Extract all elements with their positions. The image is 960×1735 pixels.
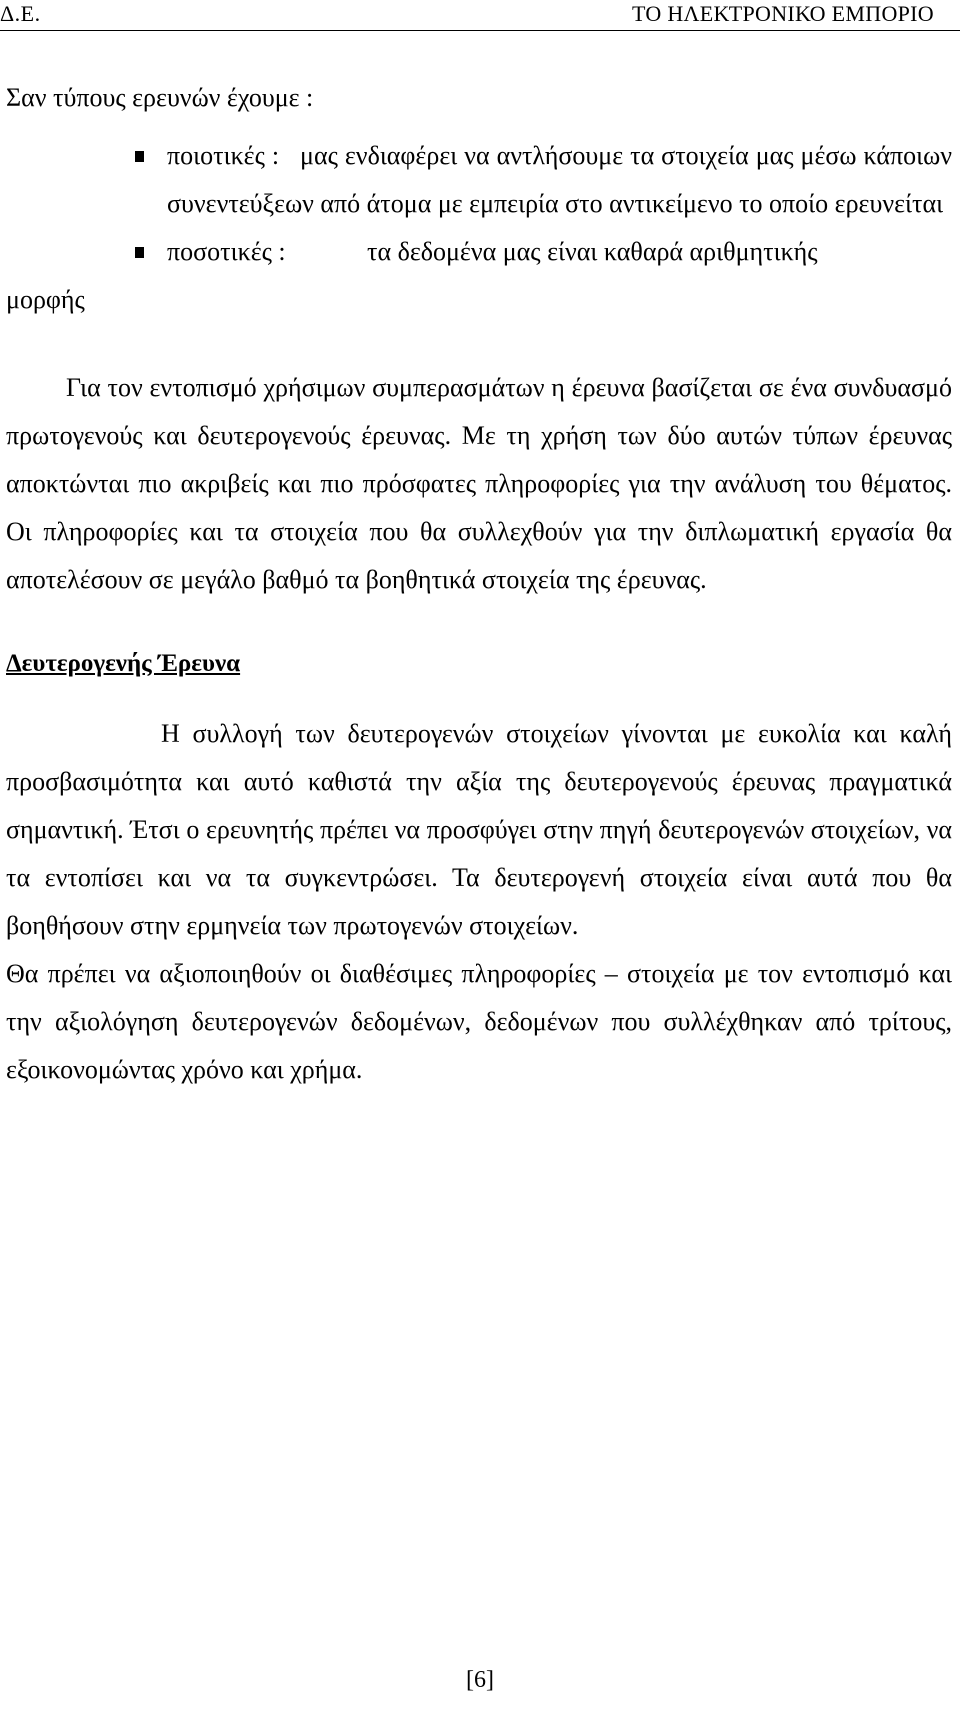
document-body xyxy=(6,78,956,1094)
section-heading: Δευτερογενής Έρευνα xyxy=(6,650,241,677)
list-item-quantitative xyxy=(6,228,956,324)
header-left-text: Δ.Ε. xyxy=(0,1,41,26)
bullet-term: ποσοτικές : xyxy=(167,237,286,266)
list-item-qualitative xyxy=(167,132,956,228)
bullet-text: τα δεδομένα μας είναι καθαρά αριθμητικής xyxy=(367,237,818,266)
square-bullet-icon xyxy=(135,151,144,162)
header-title: ΤΟ ΗΛΕΚΤΡΟΝΙΚΟ ΕΜΠΟΡΙΟ xyxy=(632,1,934,26)
bullet-text: μας ενδιαφέρει να αντλήσουμε τα στοιχεία μας μέσω κάποιων συνεντεύξεων από άτομα με εμπειρία στο αντικείμενο το οποίο ερευνείται xyxy=(167,141,952,218)
square-bullet-icon xyxy=(135,247,144,258)
research-types-list xyxy=(6,132,956,324)
paragraph-research-combination: Για τον εντοπισμό χρήσιμων συμπερασμάτων η έρευνα βασίζεται σε ένα συνδυασμό πρωτογενούς και δευτερογενούς έρευνας. Με τη χρήση των δύο αυτών τύπων έρευνας αποκτώνται πιο ακριβείς και πιο πρόσφατες πληροφορίες για την ανάλυση του θέματος. Οι πληροφορίες και τα στοιχεία που θα συλλεχθούν για την διπλωματική εργασία θα αποτελέσουν σε μεγάλο βαθμό τα βοηθητικά στοιχεία της έρευνας. xyxy=(6,373,952,594)
paragraph-secondary-use: Θα πρέπει να αξιοποιηθούν οι διαθέσιμες πληροφορίες – στοιχεία με τον εντοπισμό και την αξιολόγηση δευτερογενών δεδομένων, δεδομένων που συλλέχθηκαν από τρίτους, εξοικονομώντας χρόνο και χρήμα. xyxy=(6,959,952,1084)
bullet-text-continuation: μορφής xyxy=(6,285,85,314)
bullet-term: ποιοτικές : xyxy=(167,141,280,170)
page-number: [6] xyxy=(466,1667,494,1693)
intro-line: Σαν τύπους ερευνών έχουμε : xyxy=(6,83,314,112)
paragraph-secondary-collection: Η συλλογή των δευτερογενών στοιχείων γίνονται με ευκολία και καλή προσβασιμότητα και αυτό καθιστά την αξία της δευτερογενούς έρευνας πραγματικά σημαντική. Έτσι ο ερευνητής πρέπει να προσφύγει στην πηγή δευτερογενών στοιχείων, να τα εντοπίσει και να τα συγκεντρώσει. Τα δευτερογενή στοιχεία είναι αυτά που θα βοηθήσουν στην ερμηνεία των πρωτογενών στοιχείων. xyxy=(6,719,952,940)
page-header xyxy=(0,0,960,31)
